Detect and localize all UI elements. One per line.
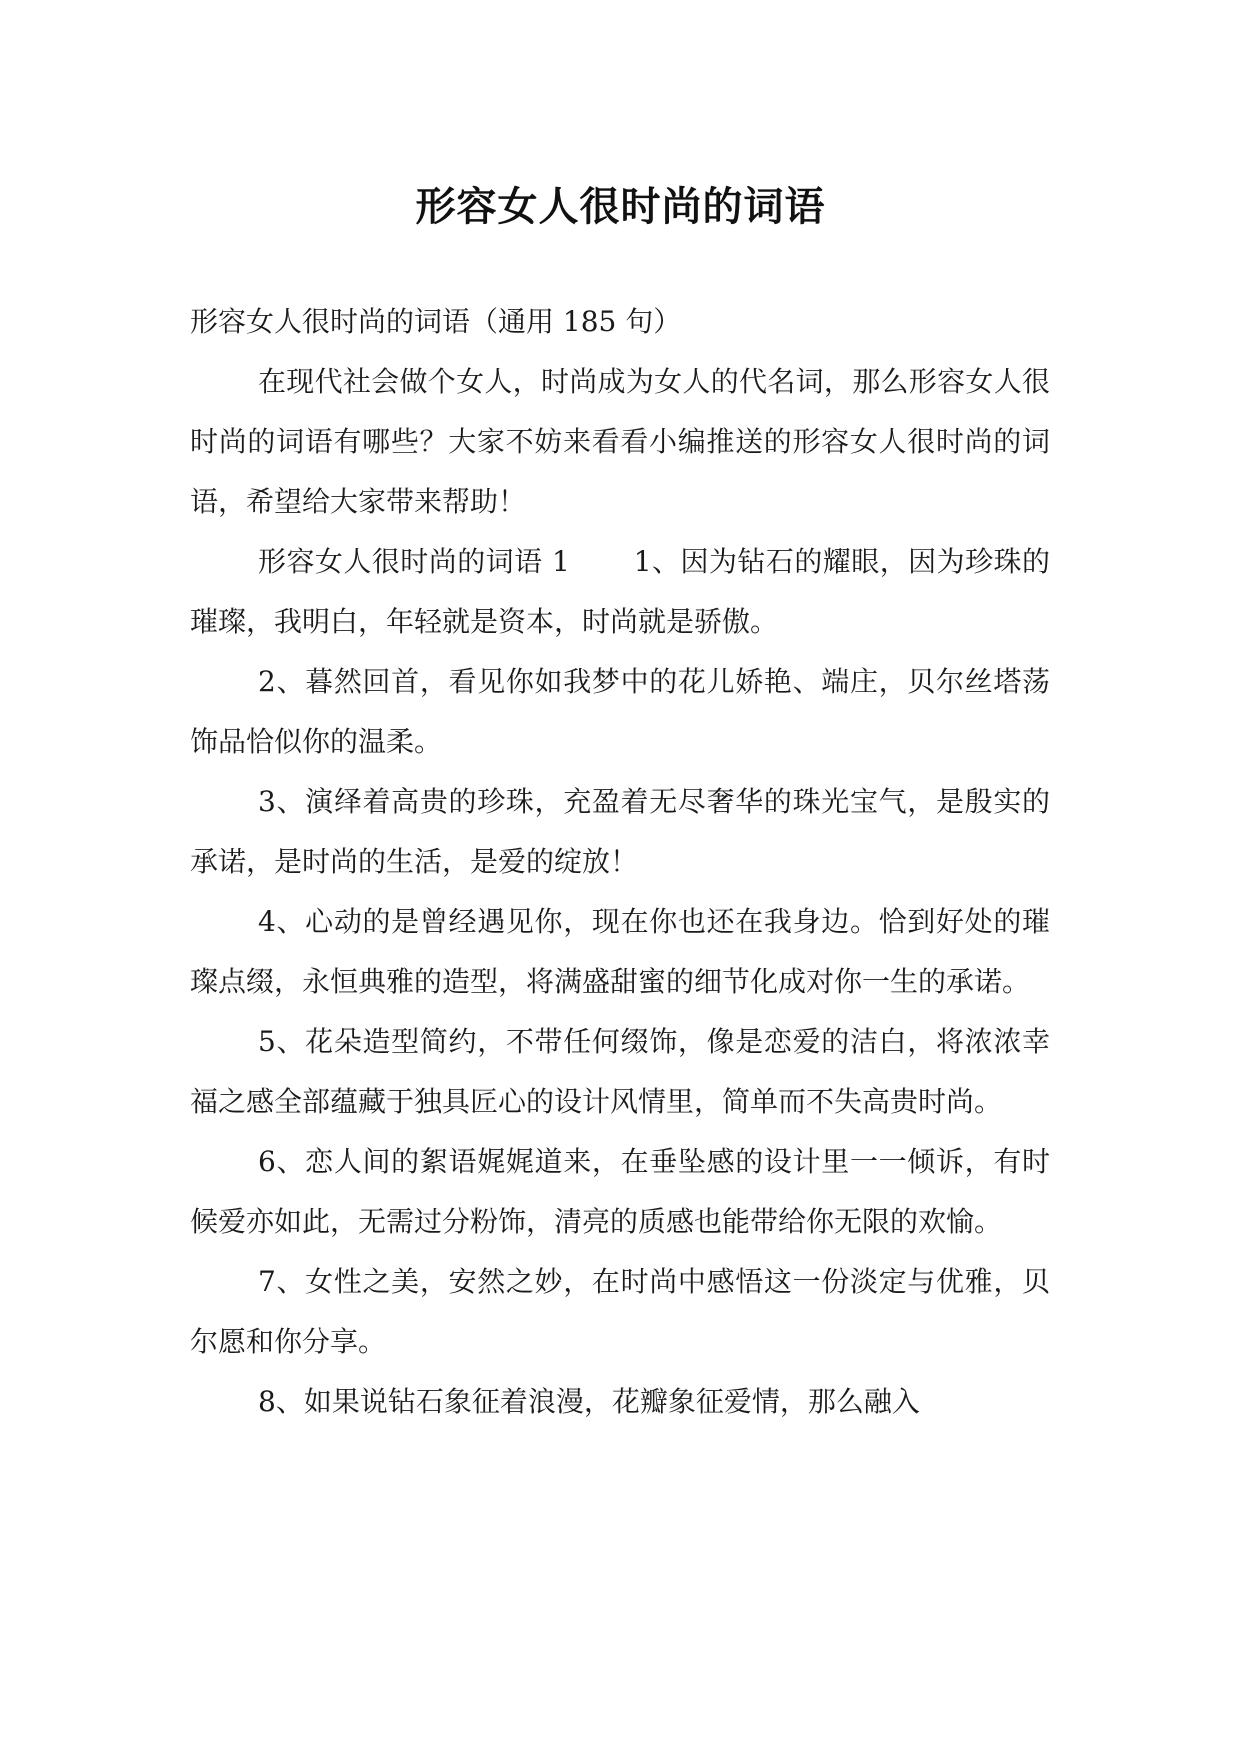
- section-heading: 形容女人很时尚的词语 1: [258, 545, 570, 578]
- list-item: 1、因为钻石的耀眼，因为珍珠的璀璨，我明白，年轻就是资本，时尚就是骄傲。: [190, 545, 1050, 638]
- intro-paragraph: 在现代社会做个女人，时尚成为女人的代名词，那么形容女人很时尚的词语有哪些？大家不妨来看看小编推送的形容女人很时尚的词语，希望给大家带来帮助！: [190, 365, 1050, 518]
- list-item: 5、花朵造型简约，不带任何缀饰，像是恋爱的洁白，将浓浓幸福之感全部蕴藏于独具匠心的设计风情里，简单而不失高贵时尚。: [190, 1025, 1050, 1118]
- document-body: [190, 292, 1050, 1432]
- list-item: 2、暮然回首，看见你如我梦中的花儿娇艳、端庄，贝尔丝塔荡饰品恰似你的温柔。: [190, 665, 1050, 758]
- list-item: 6、恋人间的絮语娓娓道来，在垂坠感的设计里一一倾诉，有时候爱亦如此，无需过分粉饰，清亮的质感也能带给你无限的欢愉。: [190, 1145, 1050, 1238]
- list-item: 3、演绎着高贵的珍珠，充盈着无尽奢华的珠光宝气，是殷实的承诺，是时尚的生活，是爱的绽放！: [190, 785, 1050, 878]
- list-item: 7、女性之美，安然之妙，在时尚中感悟这一份淡定与优雅，贝尔愿和你分享。: [190, 1265, 1050, 1358]
- section-paragraph: [190, 532, 1050, 652]
- list-item: 8、如果说钻石象征着浪漫，花瓣象征爱情，那么融入: [258, 1385, 920, 1418]
- document-subtitle: 形容女人很时尚的词语（通用 185 句）: [190, 305, 682, 338]
- document-title: 形容女人很时尚的词语: [415, 183, 826, 230]
- list-item: 4、心动的是曾经遇见你，现在你也还在我身边。恰到好处的璀璨点缀，永恒典雅的造型，将满盛甜蜜的细节化成对你一生的承诺。: [190, 905, 1050, 998]
